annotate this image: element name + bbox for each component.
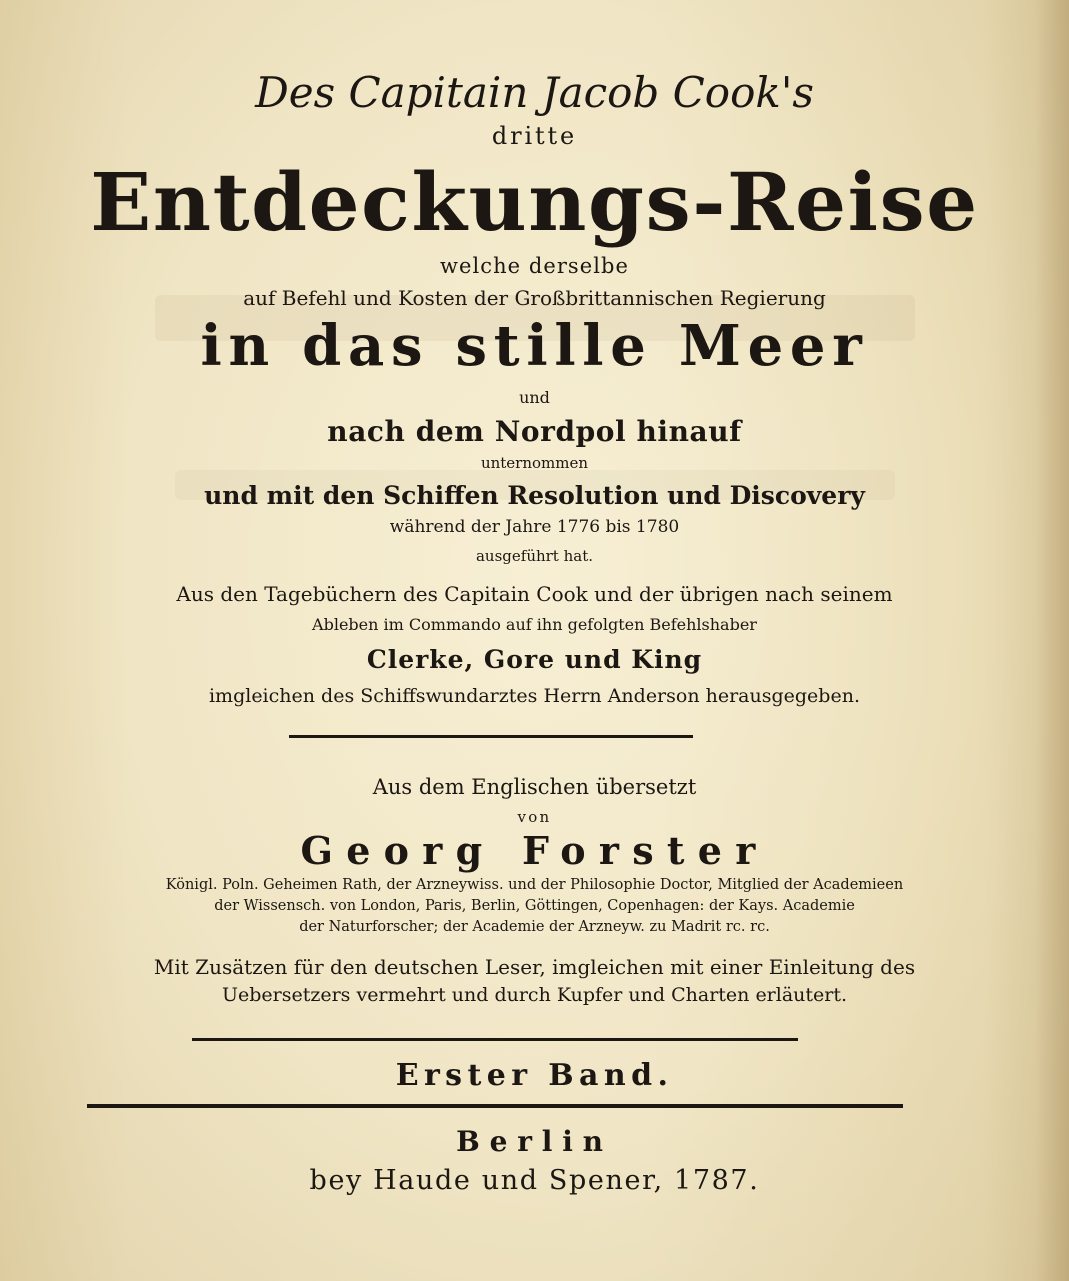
rule-1 [289, 735, 693, 738]
credentials-line-2: der Wissensch. von London, Paris, Berlin, Göttingen, Copenhagen: der Kays. Academie [214, 898, 855, 914]
title-line-welche: welche derselbe [440, 254, 629, 278]
title-line-schiffen: und mit den Schiffen Resolution und Discovery [204, 481, 865, 510]
rule-3 [87, 1104, 903, 1108]
title-line-unternommen: unternommen [480, 454, 589, 472]
von-label: von [517, 808, 552, 826]
volume-label: Erster Band. [395, 1058, 674, 1093]
title-line-tagebuechern: Aus den Tagebüchern des Capitain Cook und der übrigen nach seinem [176, 582, 893, 606]
additions-line-2: Uebersetzers vermehrt und durch Kupfer und Charten erläutert. [221, 984, 848, 1006]
main-title: Entdeckungs-Reise [90, 155, 979, 249]
additions-line-1: Mit Zusätzen für den deutschen Leser, imgleichen mit einer Einleitung des [153, 955, 916, 979]
title-line-jahre: während der Jahre 1776 bis 1780 [389, 517, 680, 537]
title-line-befehl: auf Befehl und Kosten der Großbrittannischen Regierung [243, 286, 826, 310]
title-line-clerke: Clerke, Gore und King [366, 645, 703, 674]
rule-2 [192, 1038, 798, 1041]
title-line-dritte: dritte [491, 122, 578, 150]
title-line-ableben: Ableben im Commando auf ihn gefolgten Befehlshaber [312, 615, 757, 634]
place-label: Berlin [456, 1125, 613, 1158]
translator-name: Georg Forster [300, 828, 769, 873]
credentials-line-3: der Naturforscher; der Academie der Arzneyw. zu Madrit rc. rc. [299, 919, 770, 935]
title-line-ausgefuehrt: ausgeführt hat. [475, 547, 594, 565]
title-line-nordpol: nach dem Nordpol hinauf [327, 415, 742, 448]
publisher-label: bey Haude und Spener, 1787. [309, 1165, 760, 1196]
title-line-anderson: imgleichen des Schiffswundarztes Herrn Anderson herausgegeben. [208, 685, 860, 707]
title-line-1: Des Capitain Jacob Cook's [255, 68, 814, 117]
translated-from: Aus dem Englischen übersetzt [372, 775, 697, 799]
title-line-und: und [519, 388, 550, 407]
page-edge-shadow [1035, 0, 1069, 1281]
credentials-line-1: Königl. Poln. Geheimen Rath, der Arzneywiss. und der Philosophie Doctor, Mitglied der Academieen [165, 877, 904, 893]
title-line-meer: in das stille Meer [200, 313, 869, 379]
